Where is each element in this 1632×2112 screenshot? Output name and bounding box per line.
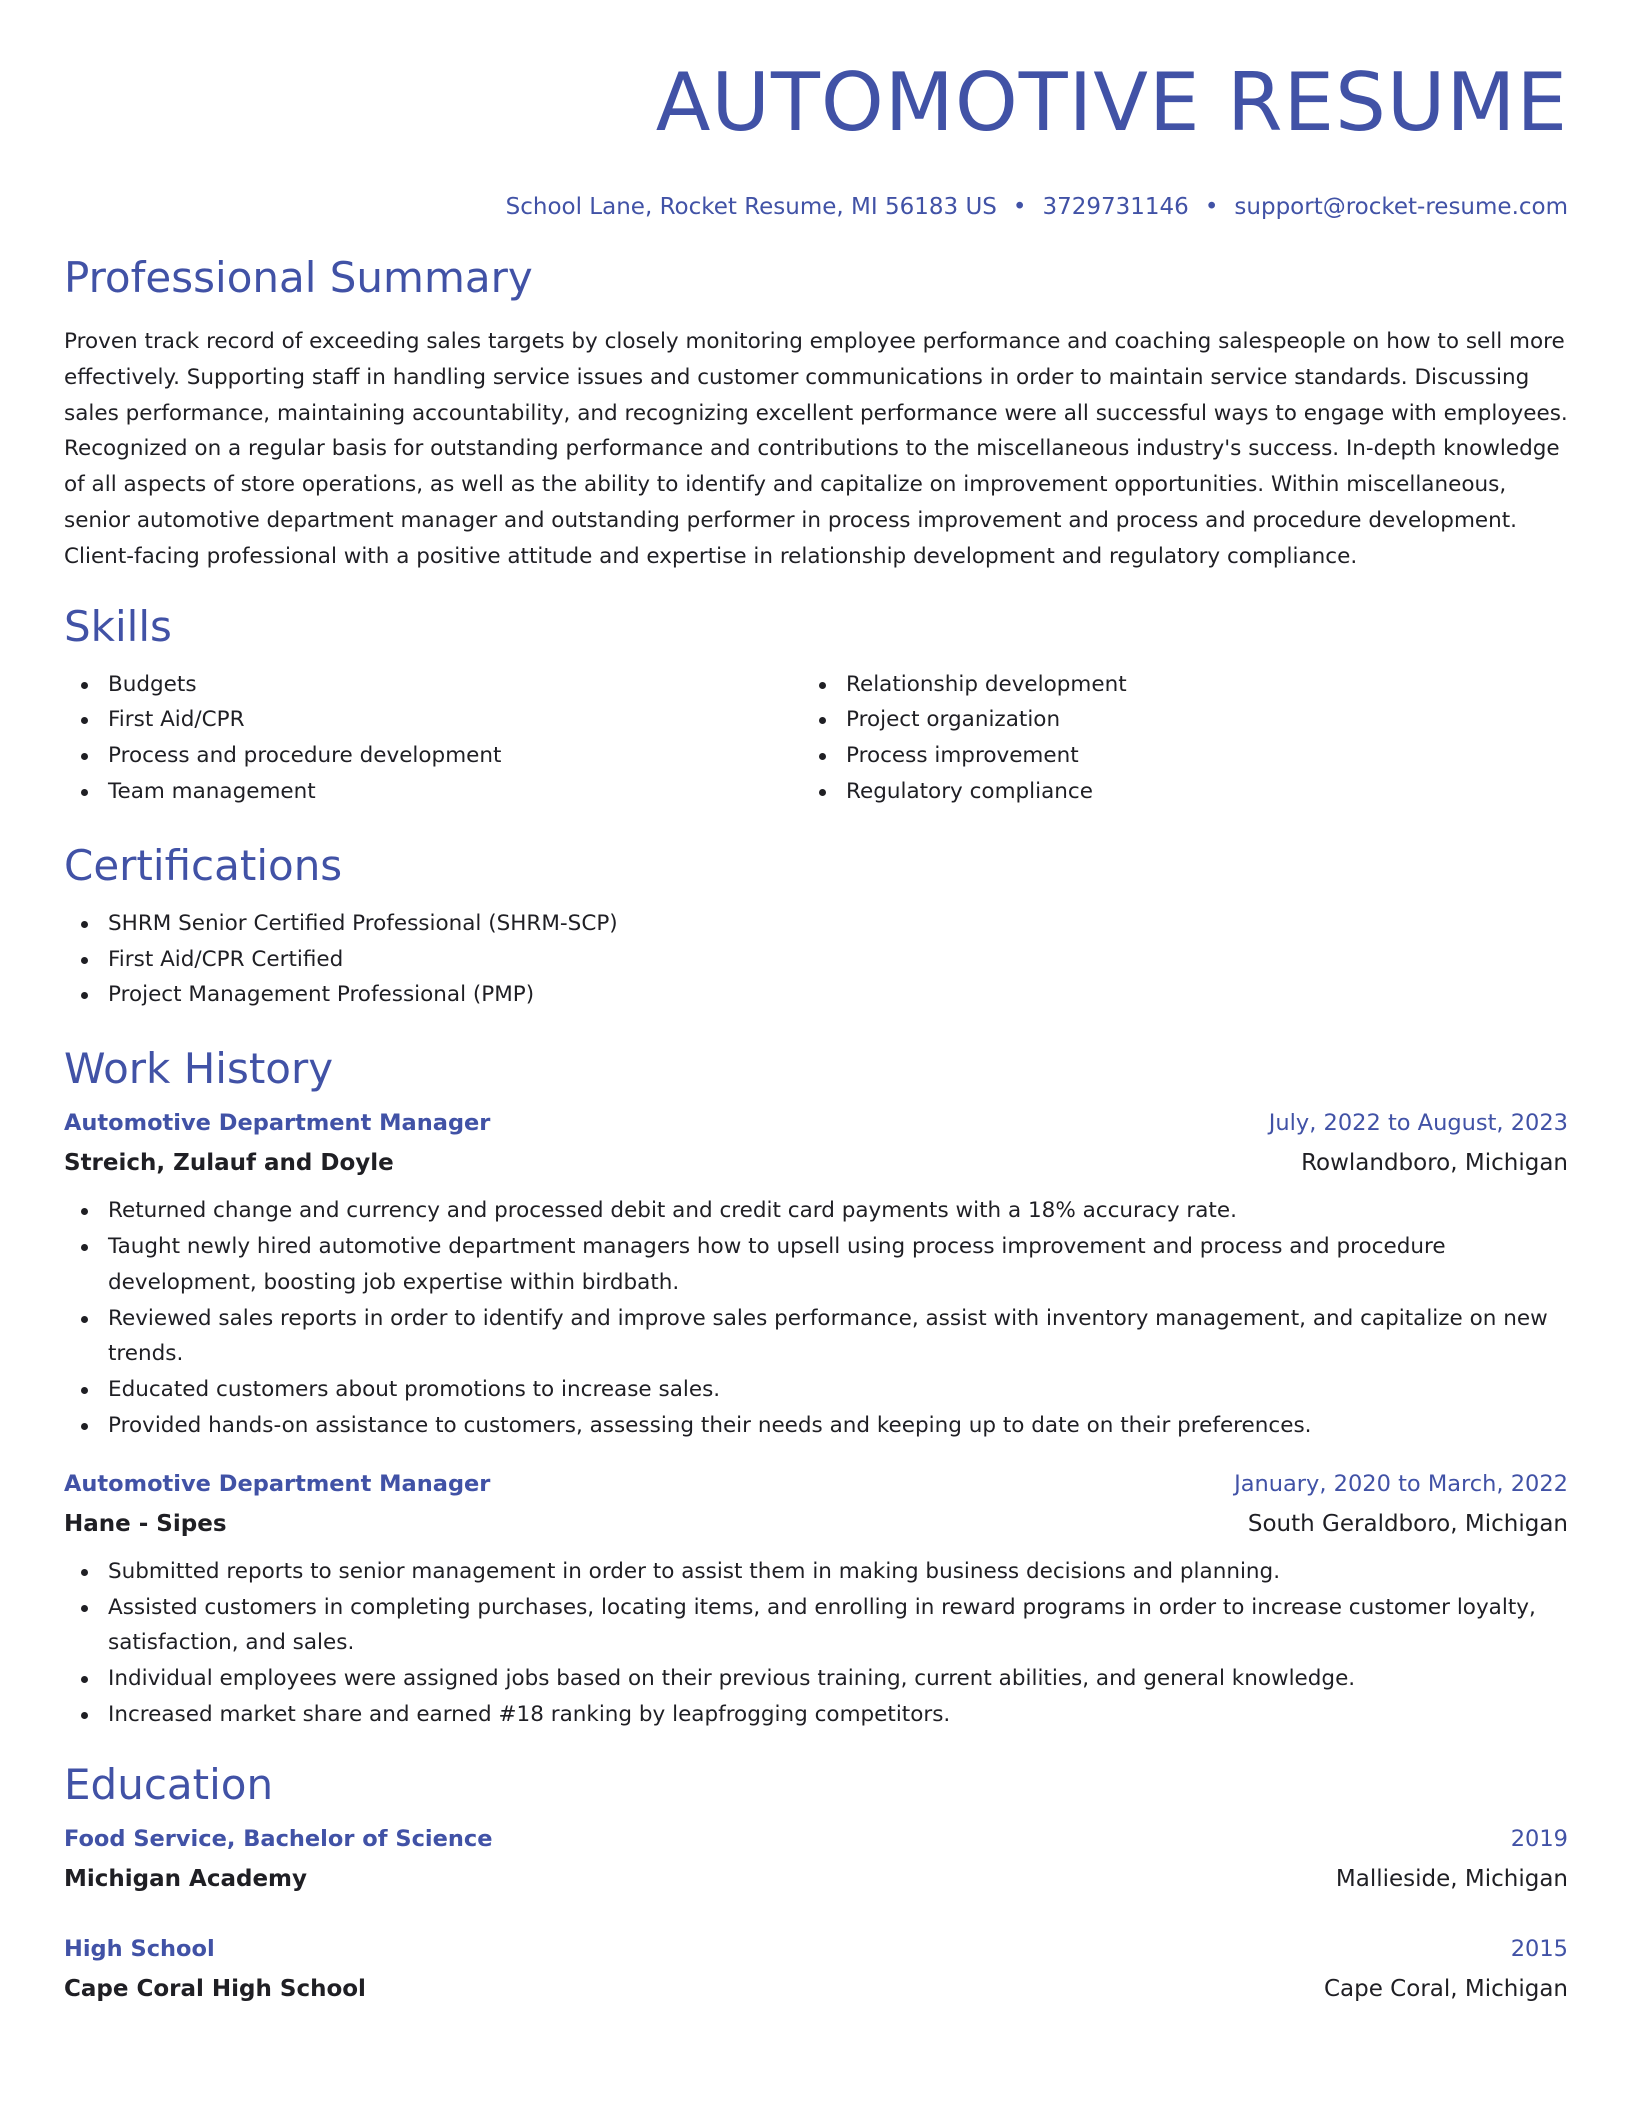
education-school: Cape Coral High School bbox=[64, 1975, 366, 2002]
job-company: Hane - Sipes bbox=[64, 1510, 227, 1537]
skill-item: Budgets bbox=[64, 667, 802, 703]
skill-item: Regulatory compliance bbox=[802, 774, 1540, 810]
education-header bbox=[64, 1819, 1568, 1859]
education-heading: Education bbox=[64, 1759, 274, 1809]
job-bullets bbox=[64, 1193, 1568, 1444]
job-bullet: Assisted customers in completing purchases, locating items, and enrolling in reward programs in order to increase customer loyalty, satisfaction, and sales. bbox=[64, 1590, 1568, 1662]
education-year: 2015 bbox=[1510, 1935, 1568, 1962]
job-bullet: Submitted reports to senior management in order to assist them in making business decisions and planning. bbox=[64, 1554, 1568, 1590]
job-company: Streich, Zulauf and Doyle bbox=[64, 1150, 394, 1177]
skill-item: Team management bbox=[64, 774, 802, 810]
contact-email: support@rocket-resume.com bbox=[1234, 194, 1568, 220]
contact-phone: 3729731146 bbox=[1042, 194, 1189, 220]
skill-item: Relationship development bbox=[802, 667, 1540, 703]
job-location: Rowlandboro, Michigan bbox=[1301, 1150, 1568, 1177]
contact-line bbox=[64, 192, 1568, 222]
job-bullets bbox=[64, 1554, 1568, 1733]
job-bullet: Reviewed sales reports in order to identify and improve sales performance, assist with inventory management, and capitalize on new trends. bbox=[64, 1301, 1568, 1373]
certifications-list bbox=[64, 906, 1568, 1013]
job-bullet: Returned change and currency and processed debit and credit card payments with a 18% accuracy rate. bbox=[64, 1193, 1568, 1229]
skill-item: Process and procedure development bbox=[64, 738, 802, 774]
education-degree: High School bbox=[64, 1935, 215, 1962]
skills-heading: Skills bbox=[64, 601, 172, 651]
education-school: Michigan Academy bbox=[64, 1865, 308, 1892]
certification-item: SHRM Senior Certified Professional (SHRM-SCP) bbox=[64, 906, 1568, 942]
skill-item: Project organization bbox=[802, 702, 1540, 738]
job-bullet: Taught newly hired automotive department managers how to upsell using process improvement and process and procedure development, boosting job expertise within birdbath. bbox=[64, 1229, 1568, 1301]
job-header bbox=[64, 1464, 1568, 1504]
job-subheader bbox=[64, 1143, 1568, 1183]
skills-list-right bbox=[802, 667, 1540, 810]
job-title: Automotive Department Manager bbox=[64, 1110, 491, 1137]
education-degree: Food Service, Bachelor of Science bbox=[64, 1825, 493, 1852]
education-header bbox=[64, 1929, 1568, 1969]
skill-item: First Aid/CPR bbox=[64, 702, 802, 738]
job-bullet: Individual employees were assigned jobs based on their previous training, current abilities, and general knowledge. bbox=[64, 1661, 1568, 1697]
certification-item: First Aid/CPR Certified bbox=[64, 942, 1568, 978]
resume-title: AUTOMOTIVE RESUME bbox=[655, 56, 1568, 149]
job-bullet: Increased market share and earned #18 ranking by leapfrogging competitors. bbox=[64, 1697, 1568, 1733]
skills-section bbox=[64, 601, 1568, 810]
summary-heading: Professional Summary bbox=[64, 253, 533, 302]
education-entry bbox=[64, 1929, 1568, 2009]
education-year: 2019 bbox=[1510, 1825, 1568, 1852]
skill-item: Process improvement bbox=[802, 738, 1540, 774]
job-header bbox=[64, 1103, 1568, 1143]
work-history-heading: Work History bbox=[64, 1044, 334, 1094]
skills-list-left bbox=[64, 667, 802, 810]
skills-grid bbox=[64, 667, 1568, 810]
certifications-heading: Certifications bbox=[64, 840, 343, 890]
certification-item: Project Management Professional (PMP) bbox=[64, 977, 1568, 1013]
job-bullet: Educated customers about promotions to increase sales. bbox=[64, 1372, 1568, 1408]
job-entry bbox=[64, 1464, 1568, 1733]
summary-text: Proven track record of exceeding sales targets by closely monitoring employee performance and coaching salespeople on how to sell more effectively. Supporting staff in handling service issues and customer communications in order to maintain service standards. Discussing sales performance, maintaining accountability, and recognizing excellent performance were all successful ways to engage with employees. Recognized on a regular basis for outstanding performance and contributions to the miscellaneous industry's success. In-depth knowledge of all aspects of store operations, as well as the ability to identify and capitalize on improvement opportunities. Within miscellaneous, senior automotive department manager and outstanding performer in process improvement and process and procedure development. Client-facing professional with a positive attitude and expertise in relationship development and regulatory compliance. bbox=[64, 329, 1568, 569]
work-history-section bbox=[64, 1043, 1568, 1733]
contact-separator: • bbox=[1204, 194, 1219, 220]
education-subheader bbox=[64, 1859, 1568, 1899]
job-dates: January, 2020 to March, 2022 bbox=[1234, 1470, 1568, 1497]
job-subheader bbox=[64, 1504, 1568, 1544]
education-section bbox=[64, 1759, 1568, 2009]
job-location: South Geraldboro, Michigan bbox=[1247, 1510, 1568, 1537]
education-entry bbox=[64, 1819, 1568, 1899]
job-dates: July, 2022 to August, 2023 bbox=[1268, 1110, 1568, 1137]
education-location: Cape Coral, Michigan bbox=[1323, 1975, 1568, 2002]
job-title: Automotive Department Manager bbox=[64, 1470, 491, 1497]
education-location: Mallieside, Michigan bbox=[1335, 1865, 1568, 1892]
job-bullet: Provided hands-on assistance to customers, assessing their needs and keeping up to date on their preferences. bbox=[64, 1408, 1568, 1444]
contact-address: School Lane, Rocket Resume, MI 56183 US bbox=[505, 194, 997, 220]
certifications-section bbox=[64, 840, 1568, 1013]
contact-separator: • bbox=[1012, 194, 1027, 220]
education-subheader bbox=[64, 1969, 1568, 2009]
job-entry bbox=[64, 1103, 1568, 1444]
summary-section bbox=[64, 252, 1568, 575]
